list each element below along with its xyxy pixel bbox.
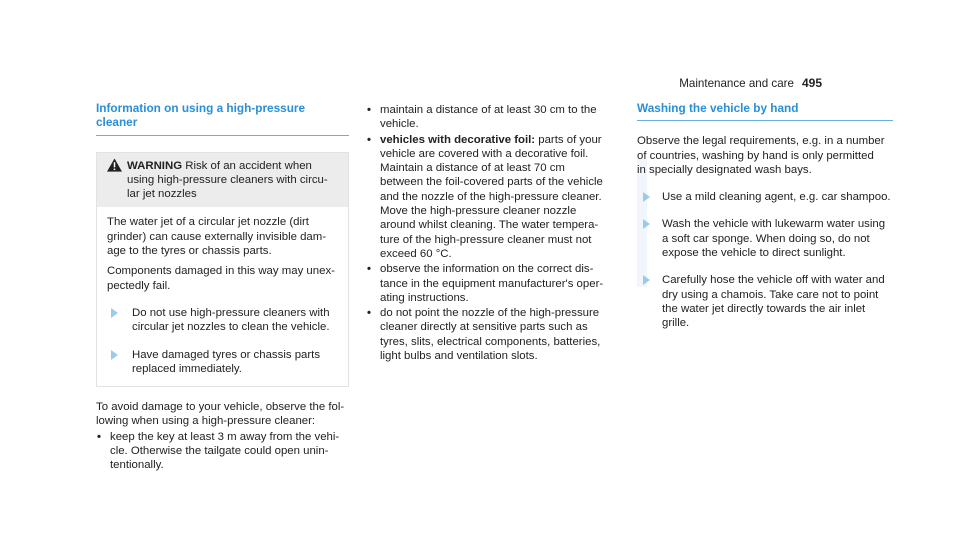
text-line: tance in the equipment manufacturer's oper-: [380, 277, 604, 290]
step-arrow-icon: [643, 219, 650, 229]
list-item: [366, 306, 622, 363]
text-line: Wash the vehicle with lukewarm water using: [662, 218, 886, 231]
bold-term: vehicles with decorative foil:: [380, 133, 536, 146]
section-title-high-pressure: Information on using a high-pressure cleaner: [96, 101, 349, 136]
text-line: To avoid damage to your vehicle, observe the fol-: [96, 401, 345, 414]
warning-step: [107, 348, 340, 377]
text-line: cleaner directly at sensitive parts such as: [380, 321, 588, 334]
instruction-step: [637, 190, 893, 204]
text-line: vehicle.: [380, 118, 419, 131]
text-line: • maintain a distance of at least 30 cm to the: [380, 104, 597, 116]
text-line: Components damaged in this way may unex-: [107, 265, 335, 278]
text-line: light bulbs and ventilation slots.: [380, 350, 538, 363]
warning-head-text: lar jet nozzles: [127, 188, 197, 201]
warning-paragraph: [107, 264, 340, 293]
text-line: Maintain a distance of at least 70 cm: [380, 162, 565, 175]
list-item: [366, 103, 622, 132]
text-line: circular jet nozzles to clean the vehicle.: [132, 321, 330, 334]
text-line: cle. Otherwise the tailgate could open unin-: [110, 445, 329, 458]
text-line: and the nozzle of the high-pressure cleaner.: [380, 190, 602, 203]
column-3: [637, 101, 893, 331]
text-line: around whilst cleaning. The water tempera-: [380, 219, 599, 232]
text-line: ture of the high-pressure cleaner must not: [380, 233, 592, 246]
text-line: • do not point the nozzle of the high-pressure: [380, 307, 600, 320]
step-arrow-icon: [111, 308, 118, 318]
step-arrow-icon: [111, 350, 118, 360]
page-number: 495: [801, 76, 822, 90]
warning-triangle-icon: [107, 158, 122, 172]
column-2: [366, 103, 622, 363]
step-arrow-icon: [643, 192, 650, 202]
column-1: [96, 101, 349, 473]
text-line: exceed 60 °C.: [380, 247, 452, 260]
list-item: [366, 133, 622, 262]
text-line: age to the tyres or chassis parts.: [107, 245, 272, 258]
instruction-step: [637, 217, 893, 260]
intro-paragraph: [96, 400, 349, 429]
text-line: Have damaged tyres or chassis parts: [132, 348, 321, 361]
text-line: tentionally.: [110, 459, 164, 472]
warning-header: [97, 153, 348, 208]
page-header: [679, 76, 822, 91]
warning-body: [97, 207, 348, 386]
text-line: pectedly fail.: [107, 279, 171, 292]
text-line: grille.: [662, 317, 690, 330]
text-line: • keep the key at least 3 m away from the vehi-: [110, 430, 340, 443]
text-line: expose the vehicle to direct sunlight.: [662, 247, 846, 260]
text-line: tyres, slits, electrical components, batteries,: [380, 335, 601, 348]
warning-paragraph: [107, 215, 340, 258]
text-line: Use a mild cleaning agent, e.g. car shampoo.: [662, 191, 891, 204]
text-line: vehicle are covered with a decorative foil.: [380, 147, 589, 160]
text-line: • observe the information on the correct dis-: [380, 263, 594, 276]
warning-step: [107, 306, 340, 335]
text-line: dry using a chamois. Take care not to point: [662, 288, 879, 301]
header-section: Maintenance and care: [679, 77, 794, 90]
intro-paragraph: [637, 134, 893, 177]
text-line: Do not use high-pressure cleaners with: [132, 306, 330, 319]
text-line: Carefully hose the vehicle off with water and: [662, 274, 885, 287]
warning-head-text: Risk of an accident when: [182, 159, 312, 172]
text-line: a soft car sponge. When doing so, do not: [662, 232, 870, 245]
text-line: grinder) can cause externally invisible dam-: [107, 230, 327, 243]
warning-head-text: using high-pressure cleaners with circu-: [127, 173, 328, 186]
text-line: The water jet of a circular jet nozzle (dirt: [107, 216, 309, 229]
text-line: replaced immediately.: [132, 362, 242, 375]
list-item: [96, 430, 349, 473]
text-line: ating instructions.: [380, 291, 469, 304]
text-line: in specially designated wash bays.: [637, 163, 812, 176]
text-line: parts of your: [535, 133, 602, 146]
step-arrow-icon: [643, 275, 650, 285]
text-line: between the foil-covered parts of the vehicle: [380, 176, 603, 189]
list-item: [366, 262, 622, 305]
warning-box: [96, 152, 349, 388]
text-line: of countries, washing by hand is only permitted: [637, 149, 874, 162]
instruction-step: [637, 273, 893, 330]
text-line: lowing when using a high-pressure cleaner:: [96, 415, 316, 428]
text-line: Observe the legal requirements, e.g. in a number: [637, 135, 885, 148]
text-line: Move the high-pressure cleaner nozzle: [380, 205, 577, 218]
warning-label: WARNING: [127, 159, 183, 172]
text-line: the water jet directly towards the air inlet: [662, 302, 866, 315]
section-title-washing: Washing the vehicle by hand: [637, 101, 893, 121]
